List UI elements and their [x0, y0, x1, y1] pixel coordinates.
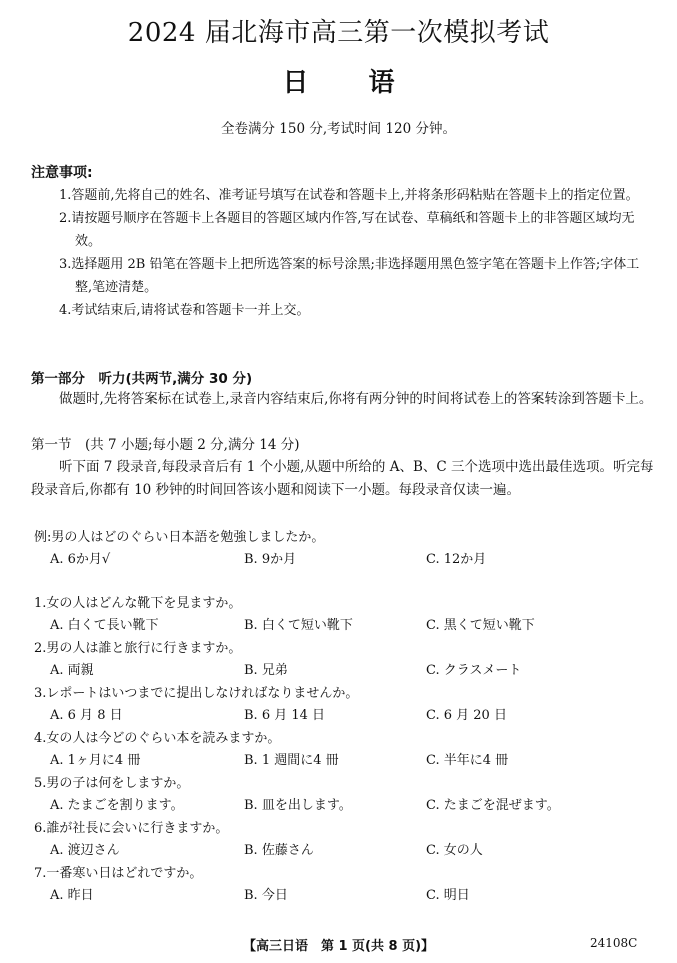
example-option-a: A. 6か月√ [50, 552, 111, 567]
question-3-option-c: C. 6 月 20 日 [426, 708, 507, 723]
question-5: 5.男の子は何をしますか。 [34, 776, 190, 791]
example-option-b: B. 9か月 [244, 552, 297, 567]
section1-intro: 听下面 7 段录音,每段录音后有 1 个小题,从题中所给的 A、B、C 三个选项中选出最佳选项。听完每段录音后,你都有 10 秒钟的时间回答该小题和阅读下一小题。每段录音仅读一遍。 [31, 459, 654, 498]
question-1-option-b: B. 白くて短い靴下 [244, 618, 353, 633]
example-option-c: C. 12か月 [426, 552, 487, 567]
subject-char-1: 日 [282, 68, 309, 98]
question-1-option-c: C. 黒くて短い靴下 [426, 618, 535, 633]
question-5-option-b: B. 皿を出します。 [244, 798, 352, 813]
question-3-option-b: B. 6 月 14 日 [244, 708, 326, 723]
question-4: 4.女の人は今どのぐらい本を読みますか。 [34, 731, 281, 746]
question-6-option-a: A. 渡辺さん [50, 843, 120, 858]
question-5-option-a: A. たまごを割ります。 [50, 798, 184, 813]
question-4-option-a: A. 1ヶ月に4 冊 [50, 753, 141, 768]
question-6-option-b: B. 佐藤さん [244, 843, 314, 858]
question-1-option-a: A. 白くて長い靴下 [50, 618, 159, 633]
question-2-option-a: A. 両親 [50, 663, 94, 678]
example-question: 例:男の人はどのぐらい日本語を勉強しましたか。 [34, 530, 325, 545]
question-6-option-c: C. 女の人 [426, 843, 483, 858]
question-6: 6.誰が社長に会いに行きますか。 [34, 821, 229, 836]
question-2-option-c: C. クラスメート [426, 663, 522, 678]
exam-title: 2024 届北海市高三第一次模拟考试 [127, 18, 550, 48]
subject-title [0, 62, 677, 99]
exam-meta: 全卷满分 150 分,考试时间 120 分钟。 [221, 121, 456, 137]
notice-heading: 注意事项: [31, 165, 93, 181]
question-7-option-b: B. 今日 [244, 888, 288, 903]
question-2-option-b: B. 兄弟 [244, 663, 288, 678]
question-2: 2.男の人は誰と旅行に行きますか。 [34, 641, 242, 656]
section1-heading: 第一节 (共 7 小题;每小题 2 分,满分 14 分) [31, 437, 300, 453]
subject-char-2: 语 [368, 68, 395, 98]
notice-item: 4.考试结束后,请将试卷和答题卡一并上交。 [59, 303, 310, 318]
question-4-option-c: C. 半年に4 冊 [426, 753, 509, 768]
question-5-option-c: C. たまごを混ぜます。 [426, 798, 560, 813]
question-1: 1.女の人はどんな靴下を見ますか。 [34, 596, 242, 611]
notice-item: 2.请按题号顺序在答题卡上各题目的答题区域内作答,写在试卷、草稿纸和答题卡上的非答题区域均无效。 [59, 211, 635, 249]
question-7-option-a: A. 昨日 [50, 888, 94, 903]
exam-code: 24108C [590, 936, 638, 950]
question-3: 3.レポートはいつまでに提出しなければなりませんか。 [34, 686, 359, 701]
notice-item: 3.选择题用 2B 铅笔在答题卡上把所选答案的标号涂黑;非选择题用黑色签字笔在答题卡上作答;字体工整,笔迹清楚。 [59, 257, 640, 295]
part1-heading: 第一部分 听力(共两节,满分 30 分) [31, 371, 253, 387]
question-4-option-b: B. 1 週間に4 冊 [244, 753, 339, 768]
page-footer-label: 【高三日语 第 1 页(共 8 页)】 [242, 939, 435, 954]
question-3-option-a: A. 6 月 8 日 [50, 708, 123, 723]
question-7: 7.一番寒い日はどれですか。 [34, 866, 203, 881]
notice-item: 1.答题前,先将自己的姓名、准考证号填写在试卷和答题卡上,并将条形码粘贴在答题卡上的指定位置。 [59, 188, 639, 203]
notice-list [59, 184, 655, 322]
question-7-option-c: C. 明日 [426, 888, 470, 903]
part1-intro: 做题时,先将答案标在试卷上,录音内容结束后,你将有两分钟的时间将试卷上的答案转涂到答题卡上。 [59, 391, 653, 407]
